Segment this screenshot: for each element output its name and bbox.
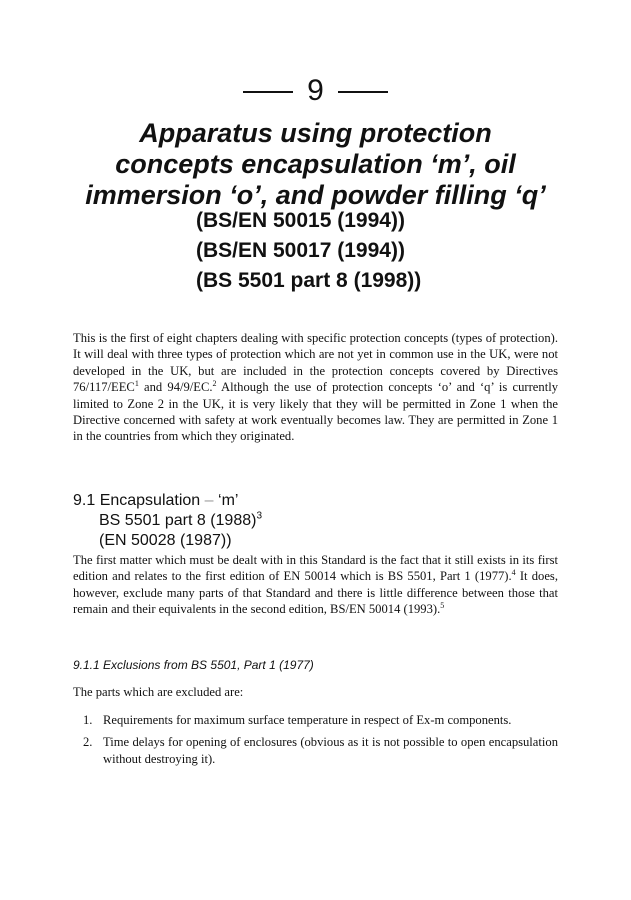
standard-sub-1: BS 5501 part 8 (1988) [99,512,257,529]
list-item-text: Requirements for maximum surface temperature in respect of Ex-m components. [103,713,512,727]
footnote-ref-4: 4 [511,568,516,578]
intro-text-a: This is the first of eight chapters dealing with specific protection concepts (types of protection). It will deal with three types of protection which are not yet in common use in the UK, were not developed in the UK, but are included in the protection concepts covered by Directives 76/117/EEC [73,331,558,395]
section-heading-standard-1 [73,511,262,531]
list-item [73,712,558,728]
chapter-title-line-2: concepts encapsulation ‘m’, oil [115,149,516,179]
heading-prefix: 9.1 Encapsulation [73,492,201,509]
intro-text-c: Although the use of protection concepts ‘o’ and ‘q’ is currently limited to Zone 2 in the UK, it is very likely that they will be permitted in Zone 1 when the Directive concerned with safety at work eventually becomes law. They are permitted in Zone 1 in the countries from which they originated. [73,380,558,444]
section-heading-9-1-1: 9.1.1 Exclusions from BS 5501, Part 1 (1977) [73,658,314,672]
para-text-a: The first matter which must be dealt with in this Standard is the fact that it still exists in its first edition and relates to the first edition of EN 50014 which is BS 5501, Part 1 (1977). [73,553,558,584]
chapter-title-line-3: immersion ‘o’, and powder filling ‘q’ [85,180,546,210]
list-item [73,734,558,767]
right-dash [338,91,388,93]
section-heading-title [73,491,262,511]
section-9-1-paragraph [73,552,558,618]
standard-line-2: (BS/EN 50017 (1994)) [196,239,405,262]
list-item-text: Time delays for opening of enclosures (obvious as it is not possible to open encapsulation without destroying it). [103,735,558,766]
section-heading-standard-2: (EN 50028 (1987)) [99,532,232,549]
footnote-ref-3: 3 [256,510,262,522]
chapter-number-text: 9 [307,74,324,107]
intro-text-b: and 94/9/EC. [138,380,213,395]
intro-paragraph [73,330,558,445]
left-dash [243,91,293,93]
chapter-standards [196,206,421,296]
chapter-number [0,74,631,108]
standard-line-3: (BS 5501 part 8 (1998)) [196,269,422,292]
footnote-ref-2: 2 [212,379,217,389]
chapter-title-line-1: Apparatus using protection [139,118,492,148]
para-text-b: It does, however, exclude many parts of that Standard and there is little difference between those that remain and their equivalents in the second edition, BS/EN 50014 (1993). [73,569,558,617]
heading-suffix: ‘m’ [218,492,239,509]
heading-dash: – [204,492,214,509]
exclusions-intro: The parts which are excluded are: [73,685,244,699]
section-heading-9-1 [73,491,262,551]
standard-line-1: (BS/EN 50015 (1994)) [196,209,405,232]
footnote-ref-1: 1 [134,379,139,389]
footnote-ref-5: 5 [440,601,445,611]
exclusions-list [73,712,558,773]
list-item-number: 2. [83,735,93,750]
list-item-number: 1. [83,713,93,727]
chapter-title [40,118,591,211]
